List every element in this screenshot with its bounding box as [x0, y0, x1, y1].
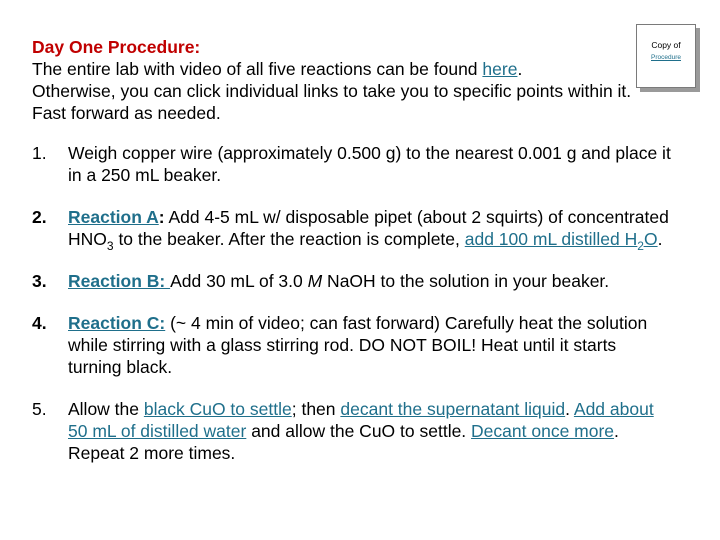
- step-number: 3.: [32, 271, 47, 291]
- procedure-link[interactable]: Procedure: [651, 54, 681, 61]
- step-text: .: [657, 229, 663, 249]
- intro-line-2: Otherwise, you can click individual links to take you to specific points within it. Fast forward as needed.: [32, 81, 632, 123]
- subscript: 3: [106, 239, 114, 253]
- step-text: NaOH to the solution in your beaker.: [322, 271, 610, 291]
- step-text: Weigh copper wire (approximately 0.500 g) to the nearest 0.001 g and place it in a 250 mL beaker.: [68, 143, 671, 185]
- step-colon: :: [158, 207, 165, 227]
- step-number: 4.: [32, 313, 47, 333]
- step-text: . Repeat 2 more times.: [68, 421, 619, 463]
- add-water-link[interactable]: Add about 50 mL of distilled water: [68, 399, 654, 441]
- add-distilled-water-link[interactable]: [464, 229, 658, 253]
- step-number: 1.: [32, 143, 47, 163]
- intro-block: [32, 36, 642, 124]
- decant-link[interactable]: decant the supernatant liquid: [340, 399, 566, 419]
- step-text: Add 30 mL of 3.0: [170, 271, 308, 291]
- step-2: [32, 206, 672, 253]
- step-text: to the beaker. After the reaction is complete,: [113, 229, 465, 249]
- step-5: [32, 398, 672, 464]
- reaction-b-link[interactable]: Reaction B:: [68, 271, 171, 291]
- step-3: [32, 270, 672, 292]
- intro-text-end: .: [517, 59, 523, 79]
- step-text: ; then: [291, 399, 341, 419]
- link-text: O: [643, 229, 658, 249]
- intro-paragraph: [32, 58, 642, 124]
- step-1: [32, 142, 672, 186]
- intro-text: The entire lab with video of all five reactions can be found: [32, 59, 483, 79]
- copy-button-title: Copy of: [651, 40, 681, 50]
- step-text: .: [565, 399, 574, 419]
- step-text: Add 4-5 mL w/ disposable pipet (about 2 squirts) of concentrated HNO: [68, 207, 669, 249]
- settle-link[interactable]: black CuO to settle: [143, 399, 292, 419]
- step-number: 2.: [32, 207, 47, 227]
- reaction-c-link[interactable]: Reaction C:: [68, 313, 166, 333]
- step-text: and allow the CuO to settle.: [246, 421, 472, 441]
- here-link[interactable]: here: [482, 59, 518, 79]
- procedure-steps: [32, 142, 672, 464]
- step-text: (~ 4 min of video; can fast forward) Carefully heat the solution while stirring with a glass stirring rod. DO NOT BOIL! Heat until it starts turning black.: [68, 313, 648, 377]
- decant-again-link[interactable]: Decant once more: [471, 421, 615, 441]
- step-4: [32, 312, 672, 378]
- copy-of-procedure-button[interactable]: [636, 24, 696, 88]
- page-title: Day One Procedure:: [32, 37, 201, 57]
- link-text: add 100 mL distilled H: [464, 229, 638, 249]
- step-text: Allow the: [68, 399, 144, 419]
- reaction-a-link[interactable]: Reaction A: [68, 207, 159, 227]
- molarity-unit: M: [307, 271, 323, 291]
- subscript: 2: [637, 239, 644, 253]
- step-number: 5.: [32, 399, 47, 419]
